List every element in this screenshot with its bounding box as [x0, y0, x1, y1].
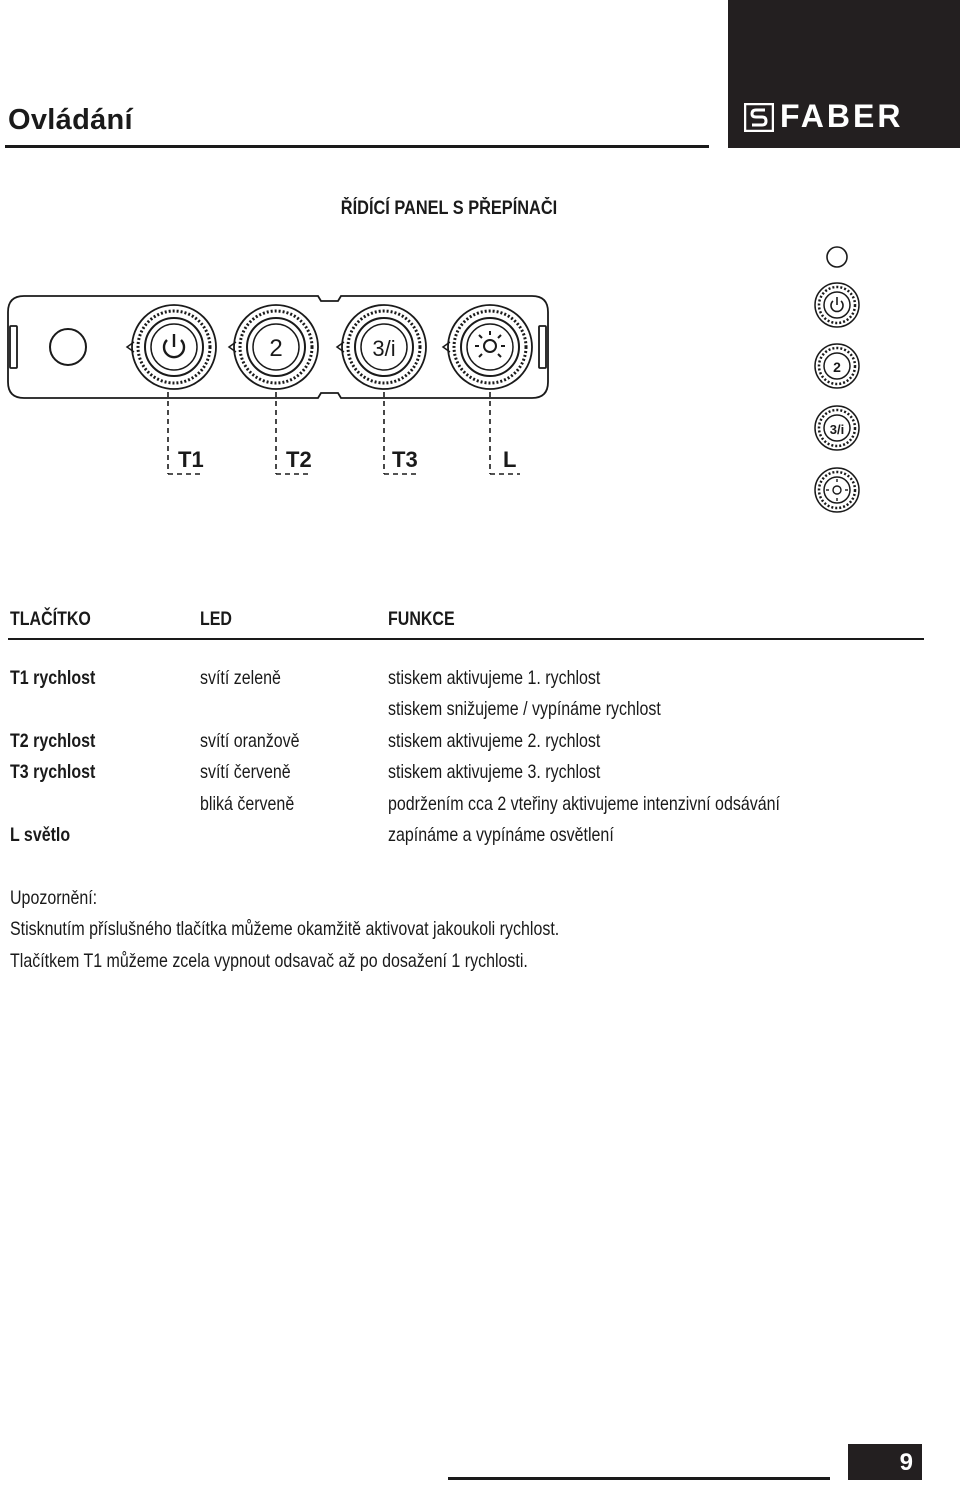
cell-led: svítí oranžově: [200, 730, 300, 752]
svg-text:2: 2: [833, 359, 841, 375]
knob-t3: [337, 305, 426, 389]
svg-text:2: 2: [269, 335, 283, 362]
cell-button: T2 rychlost: [10, 730, 96, 752]
label-t3: T3: [392, 447, 418, 472]
cell-led: bliká červeně: [200, 793, 295, 815]
label-l: L: [503, 447, 517, 472]
cell-button: T3 rychlost: [10, 761, 96, 783]
table-row: [0, 793, 960, 823]
note-line: Stisknutím příslušného tlačítka můžeme okamžitě aktivovat jakoukoli rychlost.: [10, 918, 560, 940]
faber-logo-text: FABER: [780, 98, 904, 134]
cell-function: zapínáme a vypínáme osvětlení: [388, 824, 614, 846]
knob-t1: [127, 305, 216, 389]
note-title: Upozornění:: [10, 887, 98, 909]
table-row: [0, 667, 960, 697]
page-title: Ovládání: [8, 104, 133, 136]
side-knob-light: [815, 468, 859, 512]
side-knob-power: [815, 283, 859, 327]
col-header-led: LED: [200, 608, 232, 630]
knob-t2: [229, 305, 318, 389]
panel-heading: ŘÍDÍCÍ PANEL S PŘEPÍNAČI: [340, 198, 558, 219]
svg-text:3/i: 3/i: [829, 422, 845, 437]
cell-led: svítí červeně: [200, 761, 291, 783]
cell-button: T1 rychlost: [10, 667, 96, 689]
cell-function: podržením cca 2 vteřiny aktivujeme intenzivní odsávání: [388, 793, 780, 815]
footer-rule: [448, 1477, 830, 1480]
label-t1: T1: [178, 447, 204, 472]
side-knob-2: [815, 344, 859, 388]
cell-function: stiskem aktivujeme 3. rychlost: [388, 761, 601, 783]
note-line: Tlačítkem T1 můžeme zcela vypnout odsavač až po dosažení 1 rychlosti.: [10, 950, 528, 972]
title-rule: [5, 145, 709, 148]
cell-button: L světlo: [10, 824, 71, 846]
faber-logo-mark: [744, 103, 774, 132]
control-panel-diagram: [0, 230, 960, 530]
cell-function: stiskem snižujeme / vypínáme rychlost: [388, 698, 661, 720]
label-t2: T2: [286, 447, 312, 472]
table-row: [0, 730, 960, 760]
side-knob-3i: [815, 406, 859, 450]
table-rule: [8, 638, 924, 640]
col-header-function: FUNKCE: [388, 608, 455, 630]
table-row: [0, 824, 960, 854]
cell-led: svítí zeleně: [200, 667, 281, 689]
page-number: 9: [848, 1444, 922, 1480]
cell-function: stiskem aktivujeme 1. rychlost: [388, 667, 601, 689]
svg-text:3/i: 3/i: [372, 336, 396, 361]
table-row: [0, 761, 960, 791]
table-row: [0, 698, 960, 728]
col-header-button: TLAČÍTKO: [10, 608, 91, 630]
knob-l: [443, 305, 532, 389]
cell-function: stiskem aktivujeme 2. rychlost: [388, 730, 601, 752]
